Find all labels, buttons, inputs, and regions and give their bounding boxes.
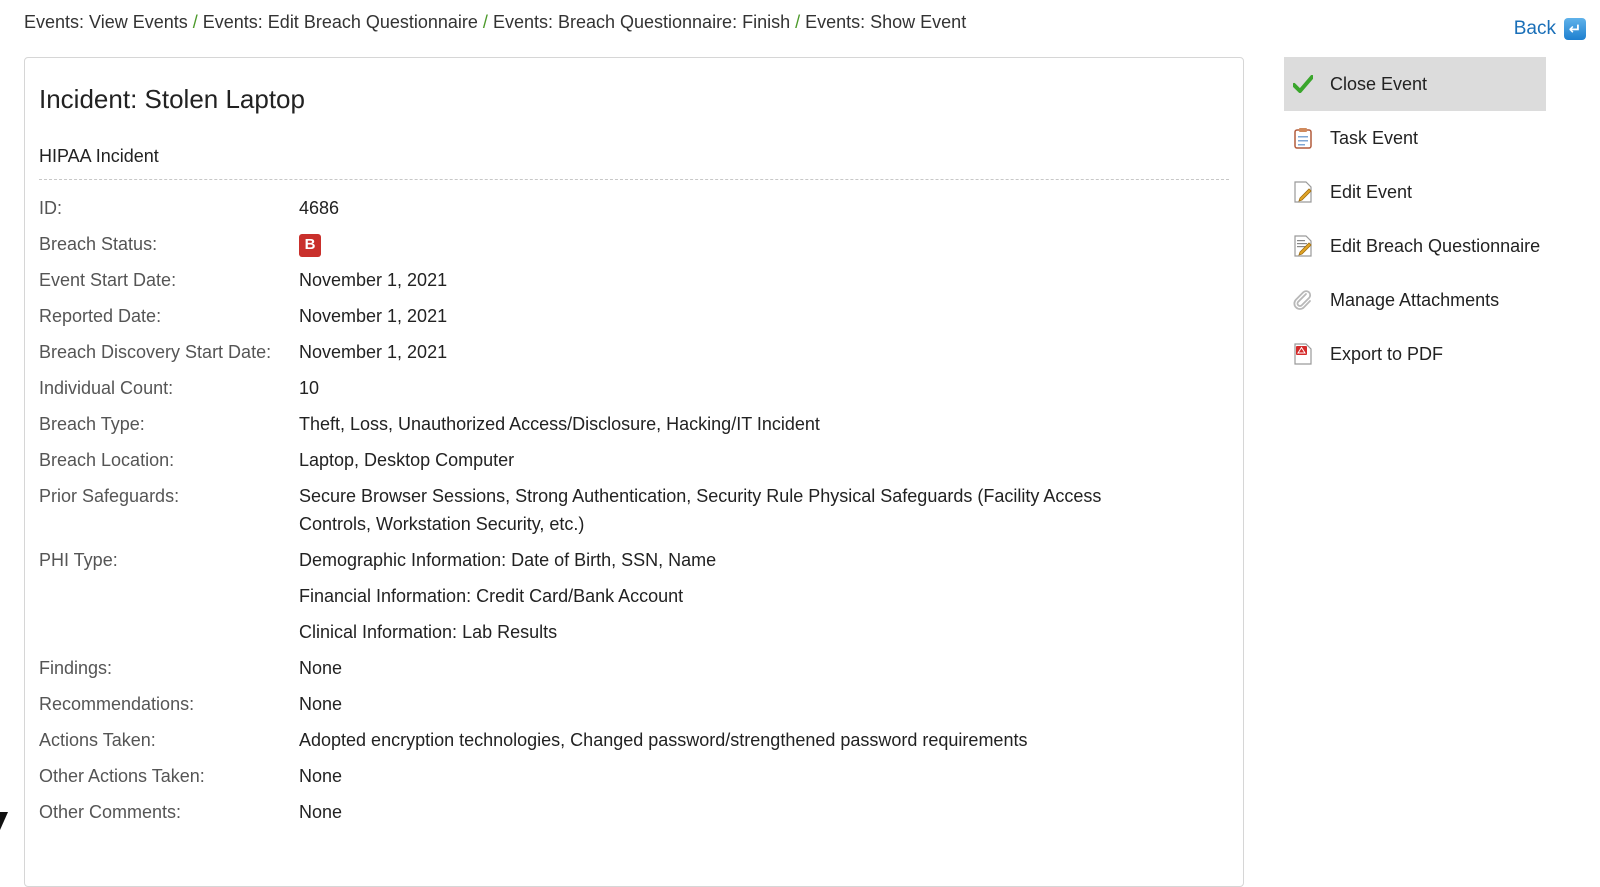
edit-questionnaire-icon bbox=[1292, 235, 1314, 257]
task-event-button[interactable] bbox=[1284, 111, 1546, 165]
phi-type-value: Demographic Information: Date of Birth, SSN, Name bbox=[299, 550, 717, 570]
field-value: Secure Browser Sessions, Strong Authentication, Security Rule Physical Safeguards (Facility Access Controls, Workstation Security, etc.) bbox=[299, 486, 1102, 534]
back-arrow-icon: ↵ bbox=[1564, 18, 1586, 40]
field-row-breach-location bbox=[39, 446, 1229, 474]
field-label: Reported Date: bbox=[39, 306, 162, 326]
field-value: Laptop, Desktop Computer bbox=[299, 450, 515, 470]
divider bbox=[39, 179, 1229, 180]
action-label: Manage Attachments bbox=[1330, 289, 1500, 310]
field-label: Recommendations: bbox=[39, 694, 195, 714]
field-label: Breach Discovery Start Date: bbox=[39, 342, 272, 362]
field-label: Other Comments: bbox=[39, 802, 182, 822]
page-title: Incident: Stolen Laptop bbox=[39, 84, 305, 114]
field-row-recommendations bbox=[39, 690, 1229, 718]
action-sidebar bbox=[1284, 57, 1546, 381]
field-value: None bbox=[299, 658, 343, 678]
field-label: Other Actions Taken: bbox=[39, 766, 205, 786]
field-label: Breach Location: bbox=[39, 450, 175, 470]
field-label: ID: bbox=[39, 198, 63, 218]
field-label: PHI Type: bbox=[39, 550, 118, 570]
breadcrumb-separator: / bbox=[795, 12, 801, 32]
field-row-findings bbox=[39, 654, 1229, 682]
field-value: Adopted encryption technologies, Changed password/strengthened password requirements bbox=[299, 730, 1028, 750]
field-value: None bbox=[299, 694, 343, 714]
field-row-event-start-date bbox=[39, 266, 1229, 294]
close-event-button[interactable] bbox=[1284, 57, 1546, 111]
breach-status-badge: B bbox=[299, 234, 321, 257]
back-link[interactable] bbox=[1514, 18, 1586, 40]
clipboard-icon bbox=[1292, 127, 1314, 149]
mouse-cursor-icon bbox=[0, 812, 8, 830]
action-label: Edit Breach Questionnaire bbox=[1330, 235, 1541, 256]
field-label: Findings: bbox=[39, 658, 113, 678]
breadcrumb-separator: / bbox=[482, 12, 488, 32]
field-row-breach-discovery-start-date bbox=[39, 338, 1229, 366]
breadcrumb-view-events[interactable]: Events: View Events bbox=[24, 12, 188, 32]
field-value: November 1, 2021 bbox=[299, 270, 448, 290]
event-details-panel bbox=[24, 57, 1244, 887]
field-value: Theft, Loss, Unauthorized Access/Disclosure, Hacking/IT Incident bbox=[299, 414, 820, 434]
breadcrumb-edit-breach-questionnaire[interactable]: Events: Edit Breach Questionnaire bbox=[202, 12, 478, 32]
field-value: 10 bbox=[299, 378, 320, 398]
field-row-reported-date bbox=[39, 302, 1229, 330]
breadcrumb-separator: / bbox=[192, 12, 198, 32]
checkmark-icon bbox=[1292, 73, 1314, 95]
field-row-other-comments bbox=[39, 798, 1229, 826]
field-label: Prior Safeguards: bbox=[39, 486, 180, 506]
field-row-breach-type bbox=[39, 410, 1229, 438]
action-label: Close Event bbox=[1330, 73, 1428, 94]
field-label: Actions Taken: bbox=[39, 730, 156, 750]
export-to-pdf-button[interactable] bbox=[1284, 327, 1546, 381]
field-label: Event Start Date: bbox=[39, 270, 177, 290]
edit-event-button[interactable] bbox=[1284, 165, 1546, 219]
field-row-breach-status bbox=[39, 230, 1229, 258]
edit-document-icon bbox=[1292, 181, 1314, 203]
paperclip-icon bbox=[1292, 289, 1314, 311]
back-label: Back bbox=[1513, 18, 1556, 39]
breadcrumb-breach-questionnaire-finish[interactable]: Events: Breach Questionnaire: Finish bbox=[492, 12, 791, 32]
field-row-prior-safeguards bbox=[39, 482, 1229, 538]
field-value: None bbox=[299, 802, 343, 822]
field-label: Breach Status: bbox=[39, 234, 158, 254]
field-row-individual-count bbox=[39, 374, 1229, 402]
breadcrumb bbox=[24, 12, 966, 33]
incident-type: HIPAA Incident bbox=[39, 146, 159, 166]
action-label: Edit Event bbox=[1330, 181, 1413, 202]
phi-type-value: Clinical Information: Lab Results bbox=[299, 622, 558, 642]
edit-breach-questionnaire-button[interactable] bbox=[1284, 219, 1546, 273]
field-label: Individual Count: bbox=[39, 378, 174, 398]
pdf-icon bbox=[1292, 343, 1314, 365]
field-label: Breach Type: bbox=[39, 414, 145, 434]
action-label: Task Event bbox=[1330, 127, 1419, 148]
field-row-id bbox=[39, 194, 1229, 222]
action-label: Export to PDF bbox=[1330, 343, 1444, 364]
manage-attachments-button[interactable] bbox=[1284, 273, 1546, 327]
breadcrumb-show-event: Events: Show Event bbox=[805, 12, 967, 32]
phi-type-value: Financial Information: Credit Card/Bank Account bbox=[299, 586, 684, 606]
field-value: November 1, 2021 bbox=[299, 342, 448, 362]
field-value: 4686 bbox=[299, 198, 340, 218]
field-row-other-actions-taken bbox=[39, 762, 1229, 790]
field-row-actions-taken bbox=[39, 726, 1229, 754]
field-value: November 1, 2021 bbox=[299, 306, 448, 326]
field-row-phi-type bbox=[39, 546, 1229, 646]
field-value: None bbox=[299, 766, 343, 786]
